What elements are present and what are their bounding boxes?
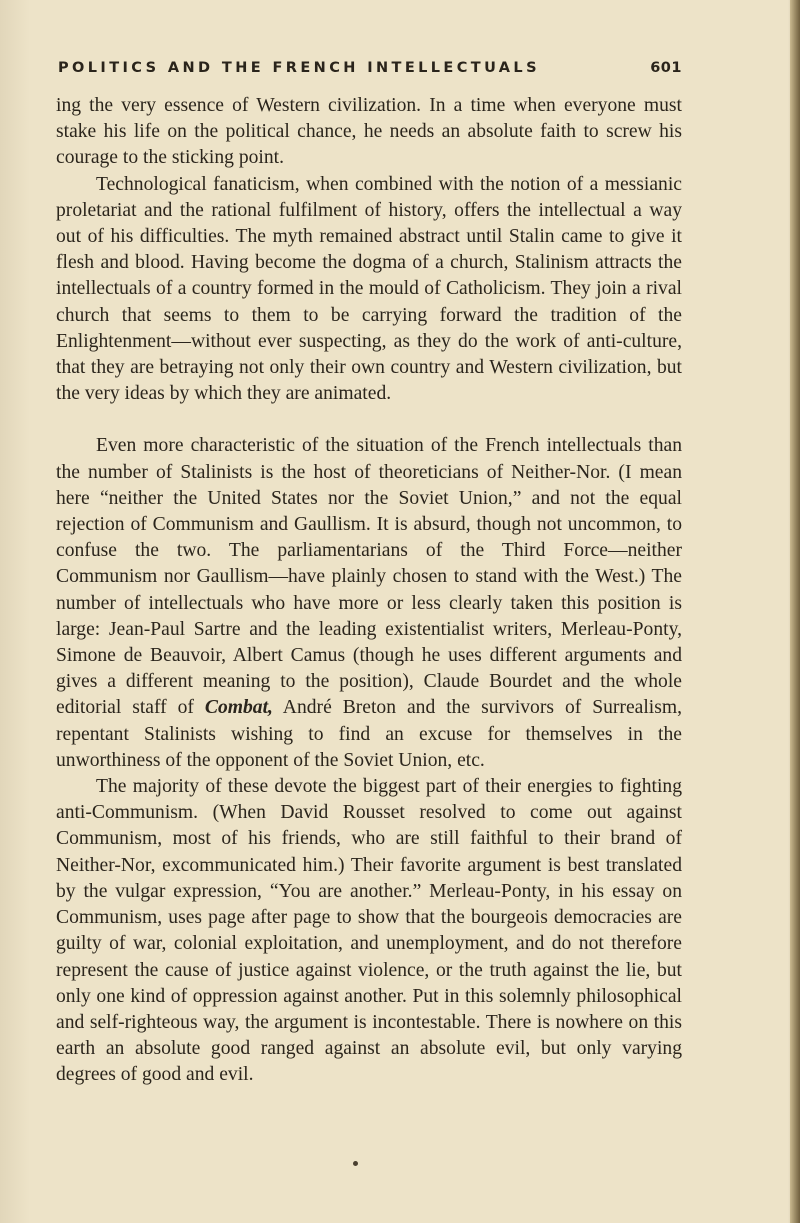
page-number: 601 — [650, 60, 682, 76]
paragraph-technological-fanaticism: Technological fanaticism, when combined with the notion of a messianic proletariat and the rational fulfilment of history, offers the intellectual a way out of his difficulties. The myth remained abstract until Stalin came to give it flesh and blood. Having become the dogma of a church, Stalinism attracts the intellectuals of a country formed in the mould of Catholicism. They join a rival church that seems to them to be carrying forward the tradition of the Enlightenment—without ever suspecting, as they do the work of anti-culture, that they are betraying not only their own country and Western civilization, but the very ideas by which they are animated. — [56, 173, 682, 405]
page-edge-shadow — [790, 0, 800, 1223]
paragraph-neither-nor — [56, 433, 682, 774]
paragraph-text-part: Even more characteristic of the situation of the French intellectuals than the number of Stalinists is the host of theoreticians of Neither-Nor. (I mean here “neither the United States nor the Soviet Union,” and not the equal rejection of Communism and Gaullism. It is absurd, though not uncommon, to confuse the two. The parliamentarians of the Third Force—neither Communism nor Gaullism—have plainly chosen to stand with the West.) The number of intellectuals who have more or less clearly taken this position is large: Jean-Paul Sartre and the leading existentialist writers, Merleau-Ponty, Simone de Beauvoir, Albert Camus (though he uses different arguments and gives a different meaning to the position), Claude Bourdet and the whole editorial staff of — [56, 435, 682, 719]
paragraph-continued: ing the very essence of Western civilization. In a time when everyone must stake his life on the political chance, he needs an absolute faith to screw his courage to the sticking point. — [56, 95, 682, 169]
running-header — [58, 60, 682, 82]
italic-title-combat: Combat, — [204, 697, 273, 719]
running-title: POLITICS AND THE FRENCH INTELLECTUALS — [58, 60, 540, 76]
body-text — [56, 93, 682, 1089]
paragraph-text-part: André Breton and the survivors of Surrealism, repentant Stalinists wishing to find an excuse for themselves in the unworthiness of the opponent of the Soviet Union, etc. — [56, 697, 682, 771]
paragraph-majority: The majority of these devote the biggest part of their energies to fighting anti-Communism. (When David Rousset resolved to come out against Communism, most of his friends, who are still faithful to their brand of Neither-Nor, excommunicated him.) Their favorite argument is best translated by the vulgar expression, “You are another.” Merleau-Ponty, in his essay on Communism, uses page after page to show that the bourgeois democracies are guilty of war, colonial exploitation, and unemployment, and do not therefore represent the cause of justice against violence, or the truth against the lie, but only one kind of oppression against another. Put in this solemnly philosophical and self-righteous way, the argument is incontestable. There is nowhere on this earth an absolute good ranged against an absolute evil, but only varying degrees of good and evil. — [56, 776, 682, 1086]
printer-mark — [353, 1161, 358, 1166]
